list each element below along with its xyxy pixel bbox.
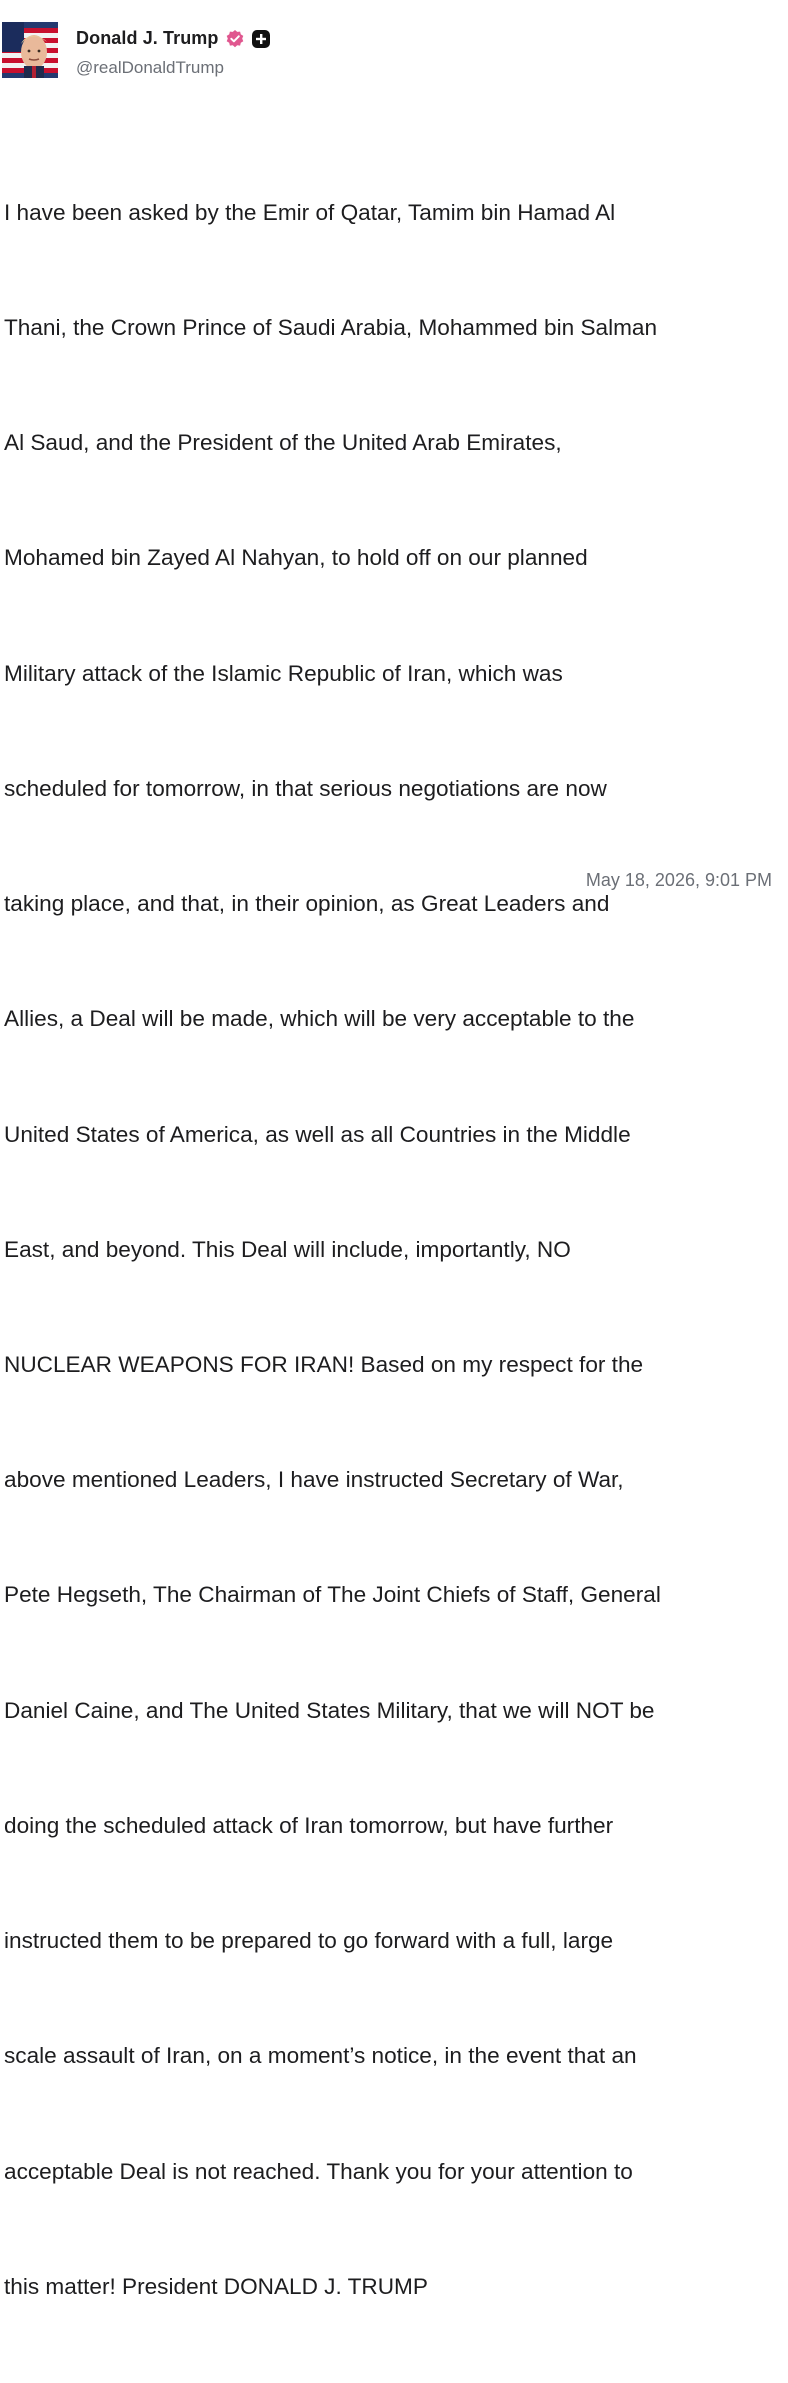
post-body-line: Thani, the Crown Prince of Saudi Arabia, Mohammed bin Salman: [4, 315, 658, 341]
post-body: [4, 117, 780, 2383]
post-body-line: scheduled for tomorrow, in that serious negotiations are now: [4, 775, 607, 801]
post-body-line: above mentioned Leaders, I have instructed Secretary of War,: [4, 1467, 624, 1493]
post-body-line: Military attack of the Islamic Republic of Iran, which was: [4, 660, 563, 686]
post-body-line: scale assault of Iran, on a moment’s notice, in the event that an: [4, 2043, 637, 2069]
author-display-name[interactable]: Donald J. Trump: [76, 28, 219, 48]
post-body-line: East, and beyond. This Deal will include, importantly, NO: [4, 1236, 571, 1262]
post-body-line: acceptable Deal is not reached. Thank you for your attention to: [4, 2158, 633, 2184]
author-handle[interactable]: @realDonaldTrump: [76, 58, 224, 77]
verified-badge-icon: [225, 29, 245, 49]
post-body-line: taking place, and that, in their opinion, as Great Leaders and: [4, 891, 610, 917]
post-body-line: United States of America, as well as all Countries in the Middle: [4, 1121, 631, 1147]
post-body-line: NUCLEAR WEAPONS FOR IRAN! Based on my respect for the: [4, 1352, 644, 1377]
post-body-line: this matter! President DONALD J. TRUMP: [4, 2273, 428, 2299]
profile-avatar[interactable]: [2, 22, 58, 78]
plus-box-icon[interactable]: [251, 29, 271, 49]
avatar-image: [2, 22, 58, 78]
post-body-line: doing the scheduled attack of Iran tomorrow, but have further: [4, 1812, 614, 1838]
post-timestamp[interactable]: May 18, 2026, 9:01 PM: [585, 870, 772, 890]
post-body-line: instructed them to be prepared to go forward with a full, large: [4, 1928, 614, 1954]
post-header: [0, 22, 788, 84]
post-body-line: Mohamed bin Zayed Al Nahyan, to hold off on our planned: [4, 545, 588, 571]
post-body-line: Pete Hegseth, The Chairman of The Joint Chiefs of Staff, General: [4, 1582, 661, 1608]
post-body-line: Daniel Caine, and The United States Military, that we will NOT be: [4, 1697, 655, 1723]
post-body-line: Al Saud, and the President of the United Arab Emirates,: [4, 430, 562, 456]
author-name-row: [76, 28, 271, 49]
post-body-line: Allies, a Deal will be made, which will be very acceptable to the: [4, 1006, 635, 1032]
post-body-line: I have been asked by the Emir of Qatar, Tamim bin Hamad Al: [4, 199, 616, 225]
